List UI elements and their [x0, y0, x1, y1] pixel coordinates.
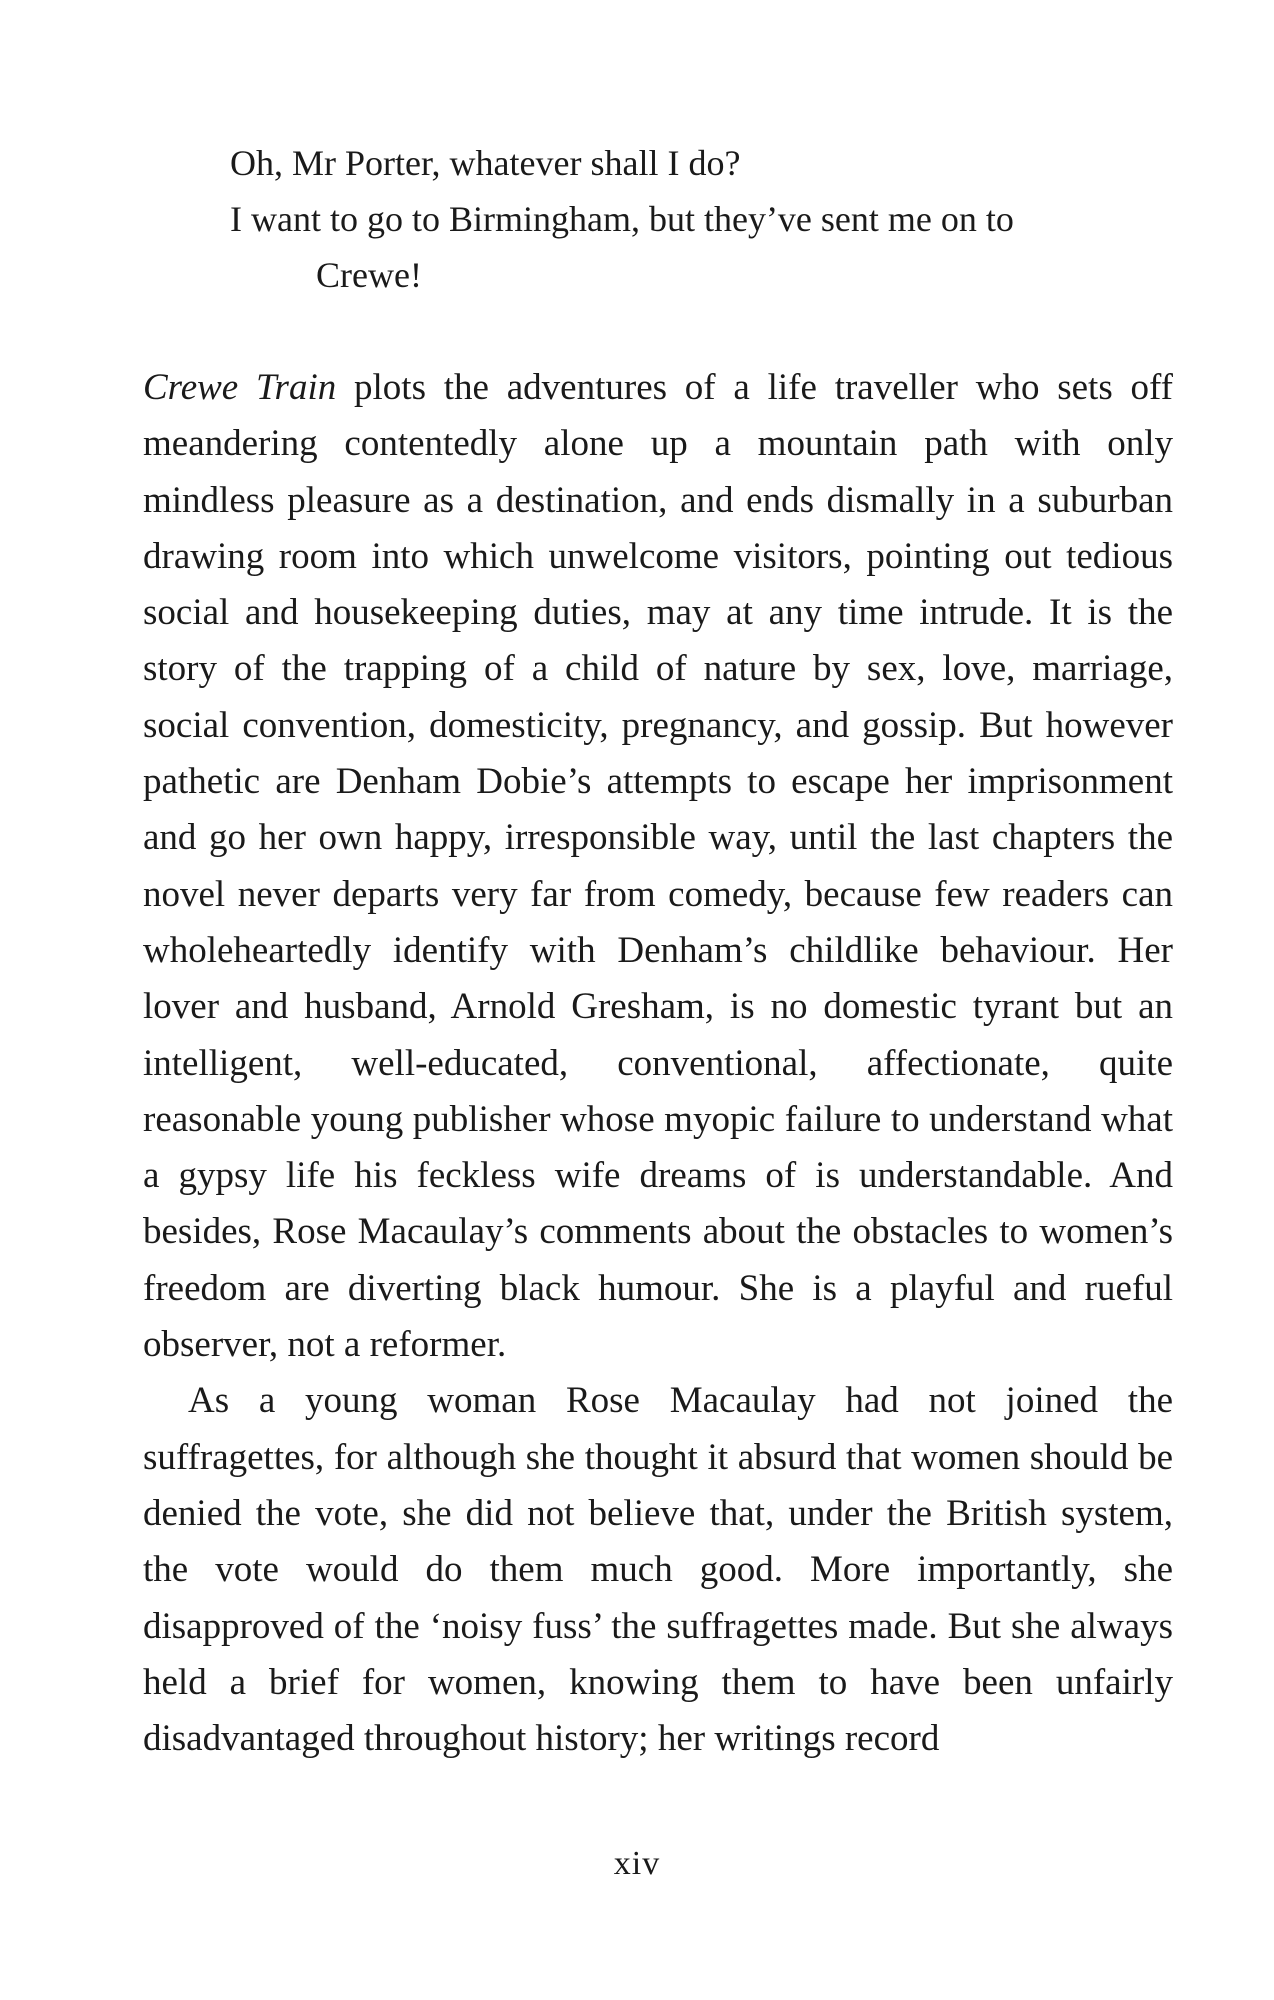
verse-line-2: I want to go to Birmingham, but they’ve sent me on to — [230, 199, 1014, 239]
verse-line-3: Crewe! — [316, 255, 422, 295]
paragraph-1-text: plots the adventures of a life traveller who sets off meandering contentedly alone up a mountain path with only mindless pleasure as a destination, and ends dismally in a suburban drawing room into which unwelcome visitors, pointing out tedious social and housekeeping duties, may at any time intrude. It is the story of the trapping of a child of nature by sex, love, marriage, social convention, domesticity, pregnancy, and gossip. But however pathetic are Denham Dobie’s attempts to escape her imprisonment and go her own happy, irresponsible way, until the last chapters the novel never departs very far from comedy, because few readers can wholeheartedly identify with Denham’s childlike behaviour. Her lover and husband, Arnold Gresham, is no domestic tyrant but an intelligent, well-educated, conventional, affectionate, quite reasonable young publisher whose myopic failure to understand what a gypsy life his feckless wife dreams of is understandable. And besides, Rose Macaulay’s comments about the obstacles to women’s freedom are diverting black humour. She is a playful and rueful observer, not a reformer. — [143, 367, 1173, 1366]
body-text — [143, 360, 1173, 1767]
page-number: xiv — [613, 1845, 661, 1882]
book-title-italic: Crewe Train — [143, 367, 337, 408]
paragraph-2-text: As a young woman Rose Macaulay had not joined the suffragettes, for although she thought it absurd that women should be denied the vote, she did not believe that, under the British system, the vote would do them much good. More importantly, she disapproved of the ‘noisy fuss’ the suffragettes made. But she always held a brief for women, knowing them to have been unfairly disadvantaged throughout history; her writings record — [143, 1380, 1173, 1760]
verse-quotation — [230, 135, 1130, 303]
paragraph-suffragettes — [143, 1373, 1173, 1767]
paragraph-crewe-train — [143, 360, 1173, 1373]
verse-line-1: Oh, Mr Porter, whatever shall I do? — [230, 143, 741, 183]
